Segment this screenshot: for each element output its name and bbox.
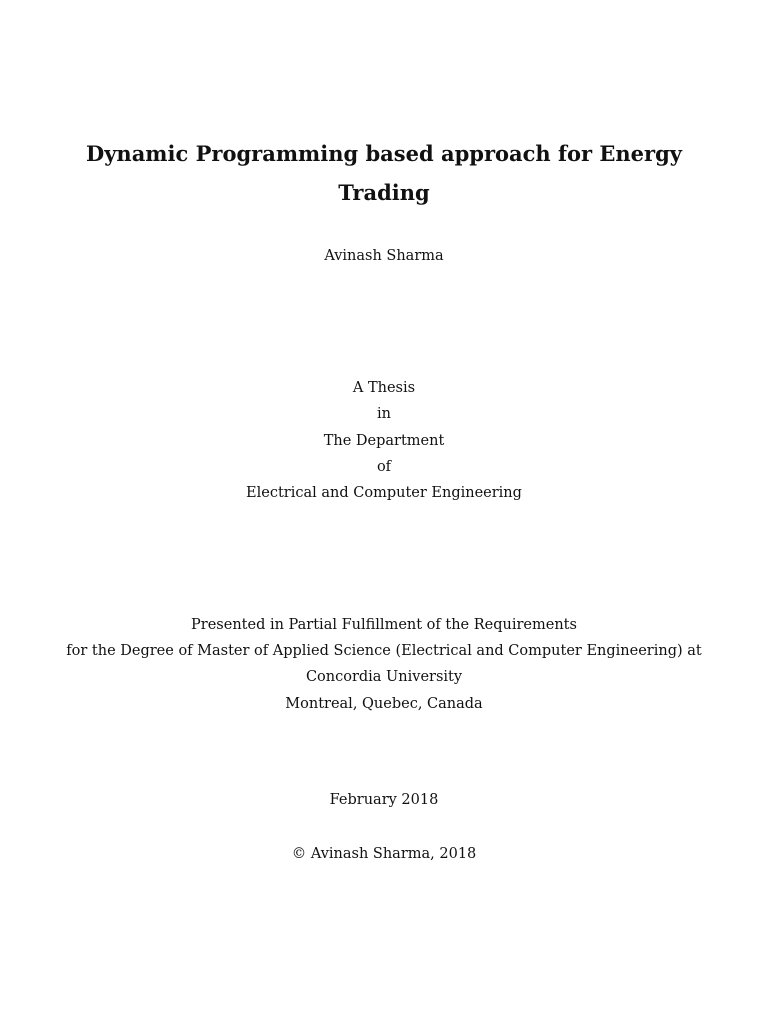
copyright-line: © Avinash Sharma, 2018 [291,846,477,862]
degree-line: for the Degree of Master of Applied Science (Electrical and Computer Engineering) at [66,643,702,659]
fulfillment-line: Presented in Partial Fulfillment of the Requirements [191,617,577,633]
title-line-1: Dynamic Programming based approach for Energy [86,141,682,166]
department-name: Electrical and Computer Engineering [246,485,522,501]
date-line: February 2018 [329,792,439,808]
author-name: Avinash Sharma [324,248,444,264]
thesis-line: A Thesis [352,380,416,396]
university-name: Concordia University [305,669,463,685]
of-line: of [376,459,392,475]
in-line: in [377,406,391,422]
title-line-2: Trading [338,180,430,205]
location-line: Montreal, Quebec, Canada [285,696,483,712]
department-line: The Department [323,433,445,449]
